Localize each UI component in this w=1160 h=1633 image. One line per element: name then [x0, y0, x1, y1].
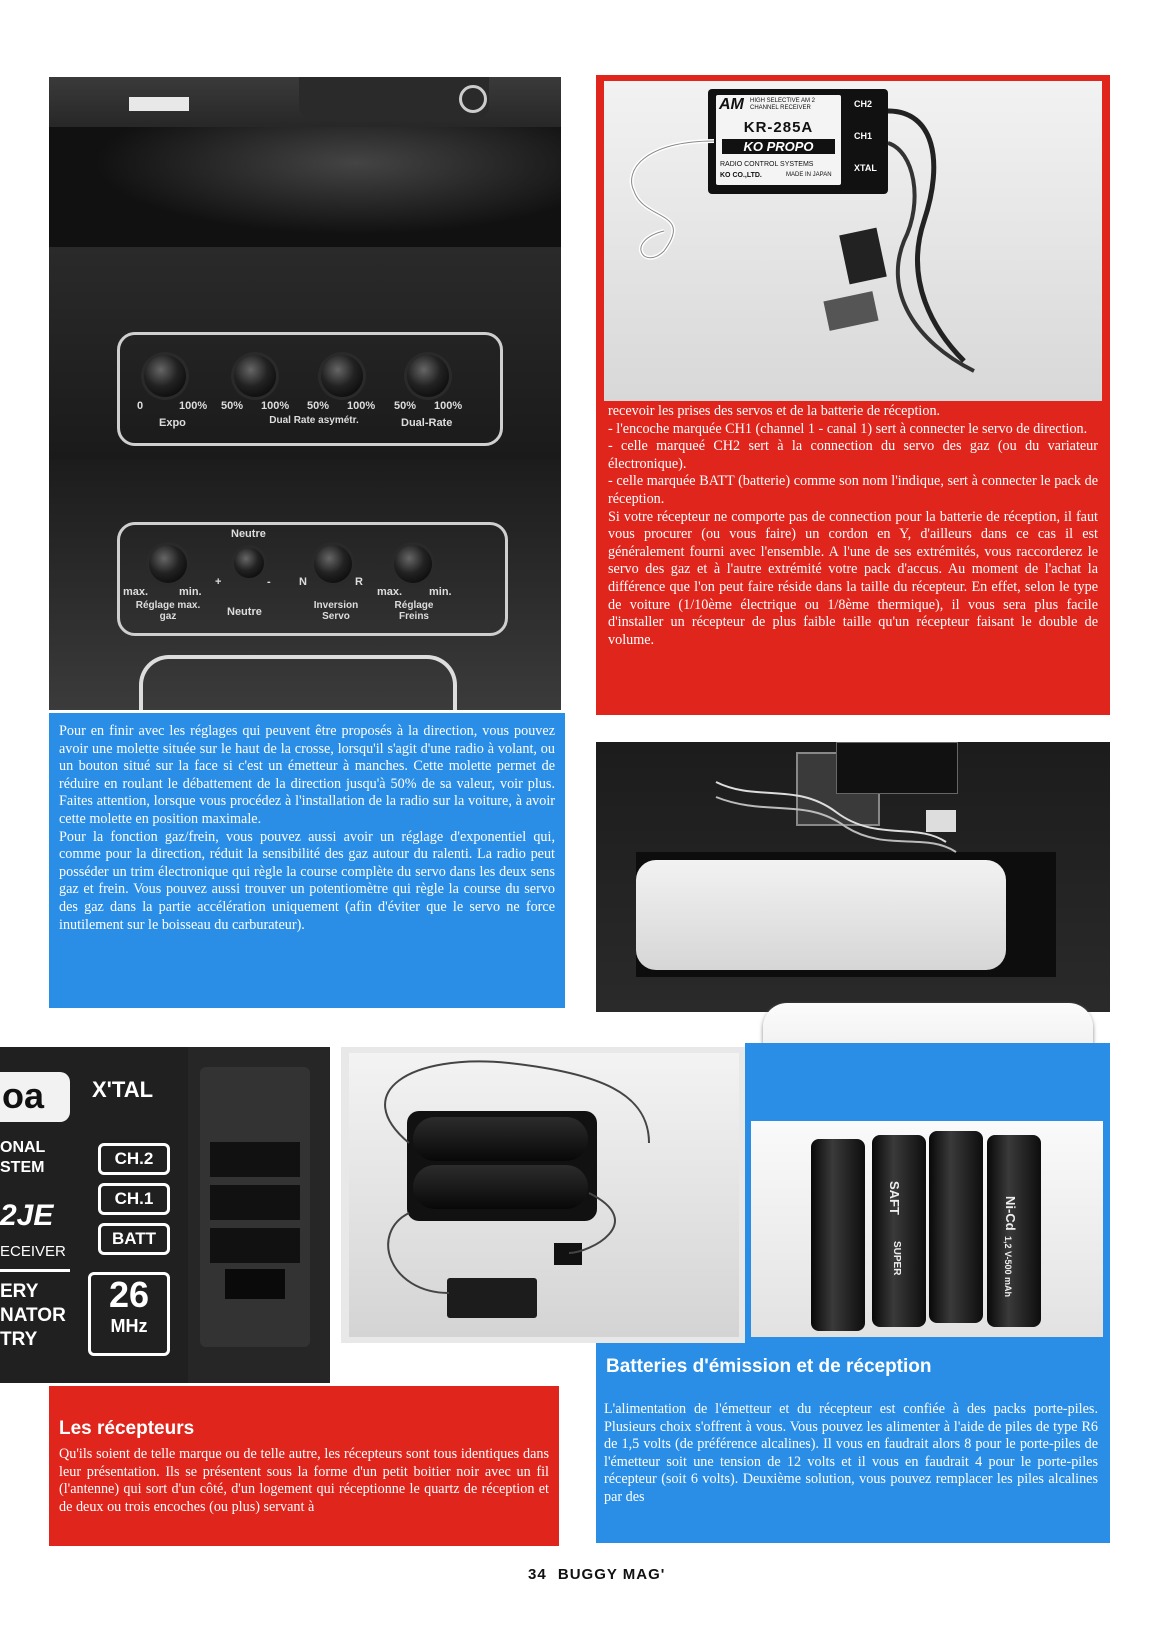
batteries-heading: Batteries d'émission et de réception [606, 1356, 932, 1377]
dial-label: - [267, 576, 271, 588]
port-label: CH1 [854, 131, 873, 141]
dial-label: min. [429, 586, 452, 598]
batteries-text [604, 1401, 1098, 1507]
dial-label: N [299, 576, 307, 588]
xtal-label: X'TAL [92, 1077, 154, 1102]
dial-name: Réglage Freins [394, 600, 434, 622]
receiver-line: KO CO.,LTD. [720, 172, 762, 179]
receiver-caption [608, 403, 1098, 649]
dial-label: 50% [394, 400, 417, 412]
receiver-line: ECEIVER [0, 1243, 66, 1260]
dial-label: max. [123, 586, 149, 598]
caption-paragraph: recevoir les prises des servos et de la batterie de réception. [608, 403, 941, 419]
dial-name: Réglage max. gaz [135, 600, 201, 622]
cell-type: SUPER [891, 1241, 902, 1276]
port-label-ch1: CH.1 [98, 1183, 170, 1215]
receiver-line: ERY [0, 1281, 39, 1302]
photo-transmitter-dials-2 [49, 460, 561, 710]
receiver-brand: oa [2, 1075, 45, 1116]
dial-label: + [215, 576, 222, 588]
dial-label: 100% [347, 400, 376, 412]
dial-label: max. [377, 586, 403, 598]
recepteurs-heading: Les récepteurs [59, 1418, 195, 1439]
photo-receiver-kr285a [604, 81, 1102, 401]
frequency-value: 26 [108, 1274, 150, 1315]
page-footer [528, 1566, 665, 1583]
photo-transmitter-dials-1 [49, 247, 561, 460]
caption-paragraph: Pour la fonction gaz/frein, vous pouvez aussi avoir un réglage d'exponentiel qui, comme pour la direction, réduit la sensibilité des gaz autour du ralenti. La radio peut posséder un trim électronique qui règle la course complète du servo dans les deux sens gaz et frein. Vous pouvez aussi trouver un potentiomètre qui règle la course du servo des gaz dans la partie accélération uniquement (afin d'éviter que le servo ne force inutilement sur le boisseau du carburateur). [59, 828, 555, 933]
port-label-ch2: CH.2 [98, 1143, 170, 1175]
dial-name: Inversion Servo [313, 600, 359, 622]
receiver-model: KR-285A [743, 119, 814, 136]
caption-paragraph: Pour en finir avec les réglages qui peuvent être proposés à la direction, vous pouvez avoir une molette située sur le haut de la crosse, lorsqu'il s'agit d'une radio à volant, ou un bouton situé sur la face si c'est un émetteur à manches. Cette molette permet de réduire en roulant le débattement de la direction jusqu'à 50% de sa valeur, voir plus. Faites attention, lorsque vous procédez à l'installation de la radio sur la voiture, à avoir cette molette en position maximale. [59, 723, 555, 827]
receiver-line: STEM [0, 1159, 45, 1176]
caption-paragraph: - l'encoche marquée CH1 (channel 1 - canal 1) sert à connecter le servo de direction. [608, 420, 1088, 437]
magazine-name: BUGGY MAG' [557, 1566, 666, 1583]
dial-label: 0 [137, 400, 144, 412]
port-label: CH2 [854, 99, 873, 109]
dial-label: 100% [434, 400, 463, 412]
dial-name: Dual-Rate [401, 417, 453, 429]
port-label: XTAL [854, 163, 877, 173]
recepteurs-text [59, 1446, 549, 1516]
photo-battery-in-radio [596, 742, 1110, 1012]
cell-spec: 1,2 V-500 mAh [1003, 1236, 1013, 1298]
photo-saft-cells [751, 1121, 1103, 1337]
receiver-line: RADIO CONTROL SYSTEMS [720, 161, 814, 168]
receiver-line: 2JE [0, 1199, 54, 1232]
dial-label: R [355, 576, 363, 588]
port-label-batt: BATT [98, 1223, 170, 1255]
receiver-brand: AM [719, 96, 744, 113]
photo-receiver-closeup [0, 1047, 330, 1383]
receiver-line: TRY [0, 1329, 38, 1350]
receiver-maker: KO PROPO [722, 139, 835, 154]
receiver-desc: HIGH SELECTIVE AM 2 CHANNEL RECEIVER [750, 98, 816, 111]
section-paragraph: Qu'ils soient de telle marque ou de telle autre, les récepteurs sont tous identiques dans leur présentation. Ils se présentent sous la forme d'un petit boitier noir avec un fil (l'antenne) qui sort d'un côté, d'un logement qui réceptionne le quartz de réception et de deux ou trois encoches (ou plus) servant à [59, 1446, 549, 1515]
receiver-line: MADE IN JAPAN [786, 172, 832, 178]
caption-paragraph: Si votre récepteur ne comporte pas de connection pour la batterie de réception, il faut vous procurer (ou vous faire) un cordon en Y, d'ailleurs dans ce cas il est généralement fourni avec l'ensemble. A l'une de ses extrémités, vous raccorderez le servo des gaz et à l'autre extrémité votre pack d'accus. Au moment de l'achat la différence que l'on peut faire réside dans la taille du récepteur. En effet, selon le type de voiture (1/10ème électrique ou 1/8ème thermique), il vous sera plus facile d'installer un récepteur de plus faible taille qu'un récepteur faisant le double de volume. [608, 508, 1098, 648]
dial-label: 50% [307, 400, 330, 412]
frequency-unit: MHz [110, 1316, 148, 1336]
dial-label: 100% [261, 400, 290, 412]
cell-chem: Ni-Cd [1003, 1196, 1018, 1231]
dial-label: Neutre [231, 528, 266, 540]
photo-transmitter-top [49, 77, 561, 247]
dial-label: min. [179, 586, 202, 598]
receiver-line: ONAL [0, 1139, 46, 1156]
dial-name: Neutre [227, 606, 262, 618]
receiver-line: NATOR [0, 1305, 66, 1326]
cell-brand: SAFT [887, 1181, 902, 1215]
dial-label: 50% [221, 400, 244, 412]
page-number: 34 [528, 1566, 547, 1583]
dial-name: Dual Rate asymétr. [269, 415, 359, 426]
section-paragraph: L'alimentation de l'émetteur et du récepteur est confiée à des packs porte-piles. Plusieurs choix s'offrent à vous. Vous pouvez les alimenter à l'aide de piles de type R6 de 1,5 volts (de préférence alcalines). Il vous en faudrait alors 8 pour le porte-piles de l'émetteur soit une tension de 12 volts et il vous en faudrait 4 pour le porte-piles récepteur (soit 6 volts). Deuxième solution, vous pouvez remplacer les piles alcalines par des [604, 1401, 1098, 1505]
dial-label: 100% [179, 400, 208, 412]
caption-paragraph: - celle marquée BATT (batterie) comme son nom l'indique, sert à connecter le pack de réception. [608, 473, 1098, 507]
caption-paragraph: - celle marqueé CH2 sert à la connection du servo des gaz (ou du variateur électronique). [608, 438, 1098, 472]
dial-name: Expo [159, 417, 186, 429]
photo-battery-holder [349, 1053, 739, 1337]
frequency-box [88, 1272, 170, 1356]
settings-caption [49, 713, 565, 1008]
